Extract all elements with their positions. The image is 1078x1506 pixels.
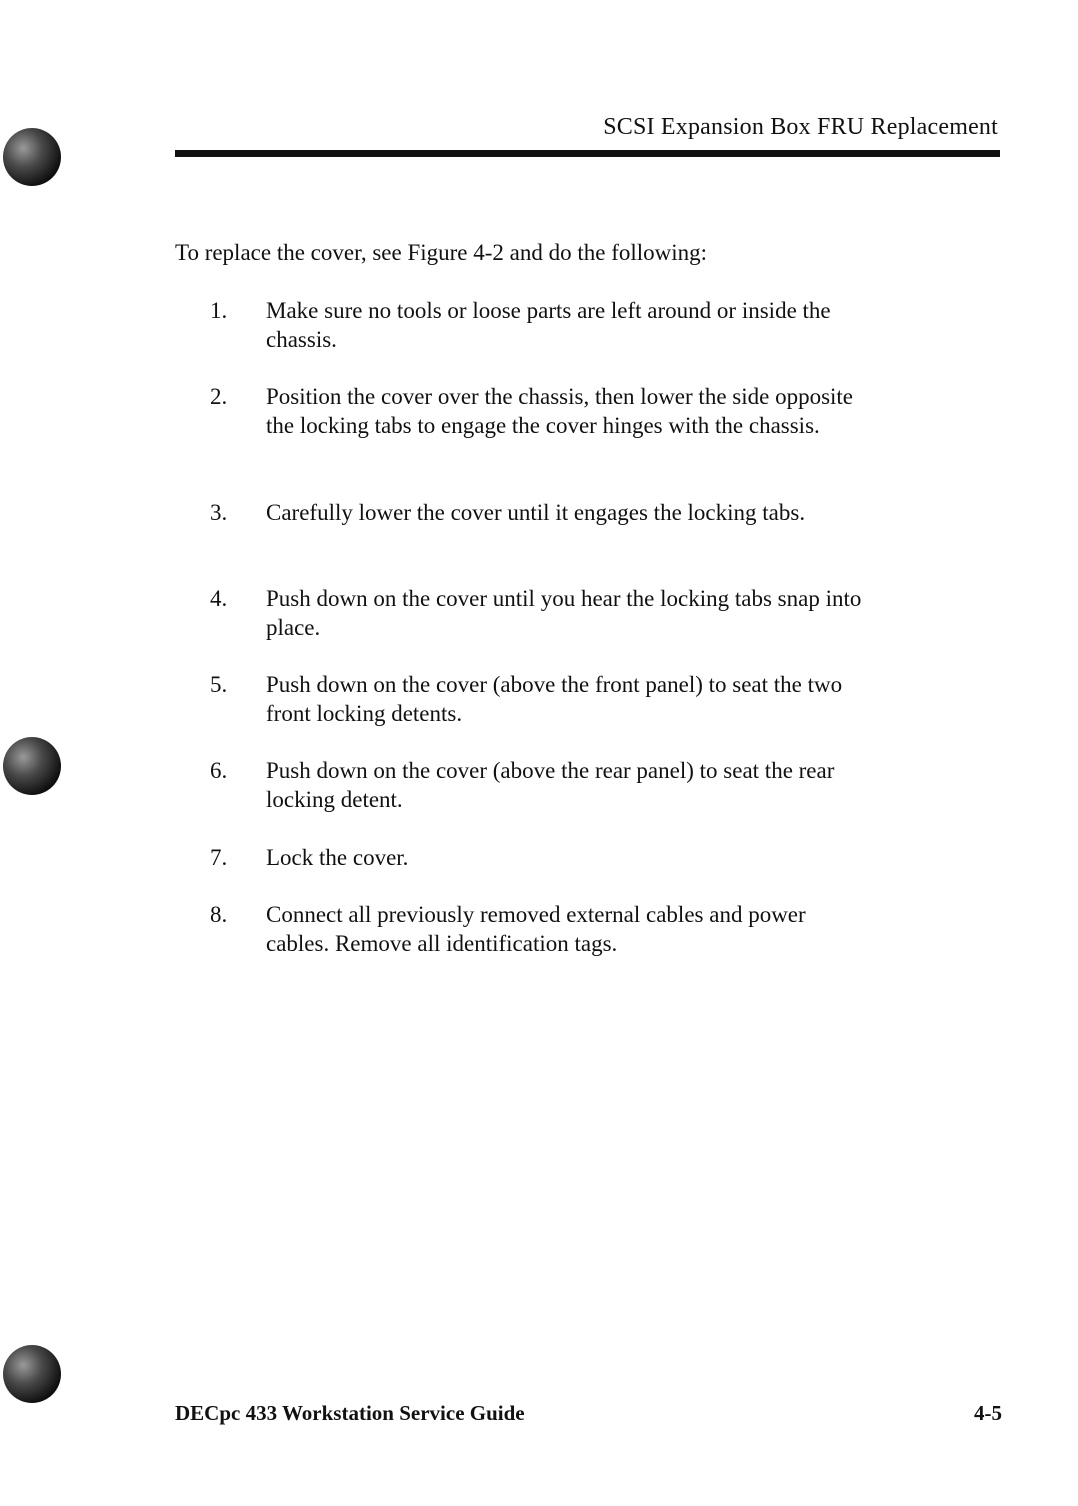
step-text: Push down on the cover until you hear the locking tabs snap into place. (266, 586, 862, 640)
step-number: 8. (210, 902, 228, 927)
step-text: Push down on the cover (above the front panel) to seat the two front locking detents. (266, 672, 843, 726)
binder-punch-hole (3, 1345, 61, 1403)
procedure-step (210, 382, 890, 440)
procedure-step (210, 756, 890, 814)
step-text: Position the cover over the chassis, then lower the side opposite the locking tabs to engage the cover hinges with the chassis. (266, 384, 854, 438)
step-number: 7. (210, 845, 228, 870)
step-text: Lock the cover. (266, 845, 409, 870)
procedure-step (210, 670, 890, 728)
step-number: 1. (210, 298, 228, 323)
procedure-step (210, 843, 890, 872)
procedure-step (210, 498, 890, 527)
step-number: 6. (210, 758, 228, 783)
step-number: 3. (210, 500, 228, 525)
procedure-step (210, 296, 890, 354)
step-text: Push down on the cover (above the rear panel) to seat the rear locking detent. (266, 758, 835, 812)
binder-punch-hole (3, 737, 61, 795)
intro-paragraph: To replace the cover, see Figure 4-2 and do the following: (175, 240, 708, 265)
step-number: 2. (210, 384, 228, 409)
footer-page-number: 4-5 (974, 1401, 1002, 1425)
step-number: 4. (210, 586, 228, 611)
step-number: 5. (210, 672, 228, 697)
footer-book-title: DECpc 433 Workstation Service Guide (175, 1401, 525, 1425)
step-text: Connect all previously removed external cables and power cables. Remove all identification tags. (266, 902, 806, 956)
procedure-step (210, 584, 890, 642)
binder-punch-hole (3, 128, 61, 186)
step-text: Make sure no tools or loose parts are left around or inside the chassis. (266, 298, 831, 352)
step-text: Carefully lower the cover until it engages the locking tabs. (266, 500, 806, 525)
header-rule (175, 150, 1000, 157)
running-header-title: SCSI Expansion Box FRU Replacement (603, 114, 998, 140)
procedure-step (210, 900, 890, 958)
